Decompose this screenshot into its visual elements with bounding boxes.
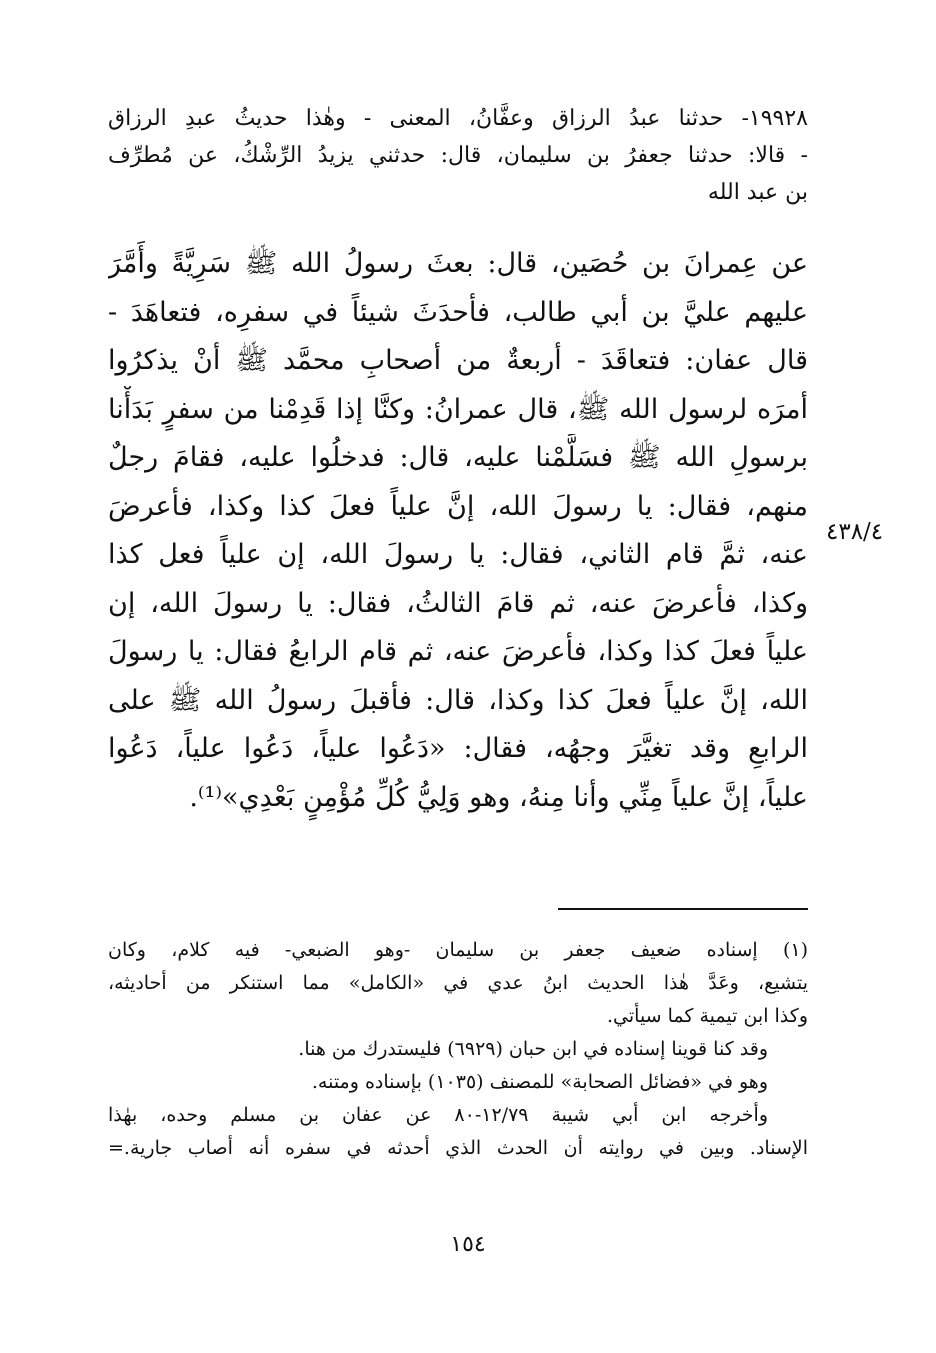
body-line: الله، إنَّ علياً فعلَ كذا وكذا، قال: فأقبلَ رسولُ الله ﷺ على [108, 684, 808, 716]
footnote-divider [558, 908, 808, 910]
body-line: الرابعِ وقد تغيَّرَ وجهُه، فقال: «دَعُوا علياً، دَعُوا علياً، دَعُوا [108, 733, 808, 764]
hadith-matn-body [108, 240, 808, 822]
footnote-line: يتشيع، وعَدَّ هٰذا الحديث ابنُ عدي في «الكامل» مما استنكر من أحاديثه، [108, 972, 808, 994]
header-line: ١٩٩٢٨- حدثنا عبدُ الرزاق وعفَّانُ، المعنى - وهٰذا حديثُ عبدِ الرزاق [108, 106, 808, 131]
footnote-line: وهو في «فضائل الصحابة» للمصنف (١٠٣٥) بإسناده ومتنه. [311, 1071, 768, 1093]
margin-volume-page-reference: ٤٣٨/٤ [826, 519, 884, 545]
body-line: منهم، فقال: يا رسولَ الله، إنَّ علياً فعلَ كذا وكذا، فأعرضَ [108, 490, 808, 522]
body-line: عليهم عليَّ بن أبي طالب، فأحدَثَ شيئاً في سفرِه، فتعاهَدَ - [108, 296, 808, 328]
header-line: بن عبد الله [707, 180, 808, 205]
body-line: عنه، ثمَّ قام الثاني، فقال: يا رسولَ الله، إن علياً فعل كذا [108, 539, 808, 570]
body-line: عن عِمرانَ بن حُصَين، قال: بعثَ رسولُ الله ﷺ سَرِيَّةً وأَمَّرَ [108, 248, 808, 279]
body-line: وكذا، فأعرضَ عنه، ثم قامَ الثالثُ، فقال: يا رسولَ الله، إن [108, 587, 808, 619]
body-line: علياً فعلَ كذا وكذا، فأعرضَ عنه، ثم قام الرابعُ فقال: يا رسولَ [108, 636, 808, 667]
body-line: قال عفان: فتعاقَدَ - أربعةٌ من أصحابِ محمَّد ﷺ أنْ يذكرُوا [108, 345, 808, 376]
footnotes [108, 934, 808, 1165]
footnote-line: الإسناد. وبين في روايته أن الحدث الذي أحدثه في سفره أنه أصاب جارية.= [108, 1137, 808, 1159]
hadith-isnad-header [108, 100, 808, 211]
page-number: ١٥٤ [450, 1232, 486, 1257]
body-line: أمرَه لرسول الله ﷺ، قال عمرانُ: وكنَّا إذا قَدِمْنا من سفرٍ بَدَأْنا [108, 393, 808, 425]
footnote-line: (١) إسناده ضعيف جعفر بن سليمان -وهو الضبعي- فيه كلام، وكان [108, 939, 808, 961]
header-line: - قالا: حدثنا جعفرُ بن سليمان، قال: حدثني يزيدُ الرِّشْكُ، عن مُطرِّف [108, 143, 808, 168]
footnote-line: وقد كنا قوينا إسناده في ابن حبان (٦٩٢٩) فليستدرك من هنا. [298, 1038, 768, 1060]
body-line: برسولِ الله ﷺ فسَلَّمْنا عليه، قال: فدخلُوا عليه، فقامَ رجلٌ [108, 442, 808, 473]
footnote-line: وكذا ابن تيمية كما سيأتي. [606, 1005, 808, 1027]
footnote-line: وأخرجه ابن أبي شيبة ١٢/٧٩-٨٠ عن عفان بن مسلم وحده، بهٰذا [108, 1104, 769, 1126]
body-line: علياً، إنَّ علياً مِنِّي وأنا مِنهُ، وهو وَلِيُّ كُلِّ مُؤْمِنٍ بَعْدِي»⁽¹⁾. [189, 781, 808, 813]
